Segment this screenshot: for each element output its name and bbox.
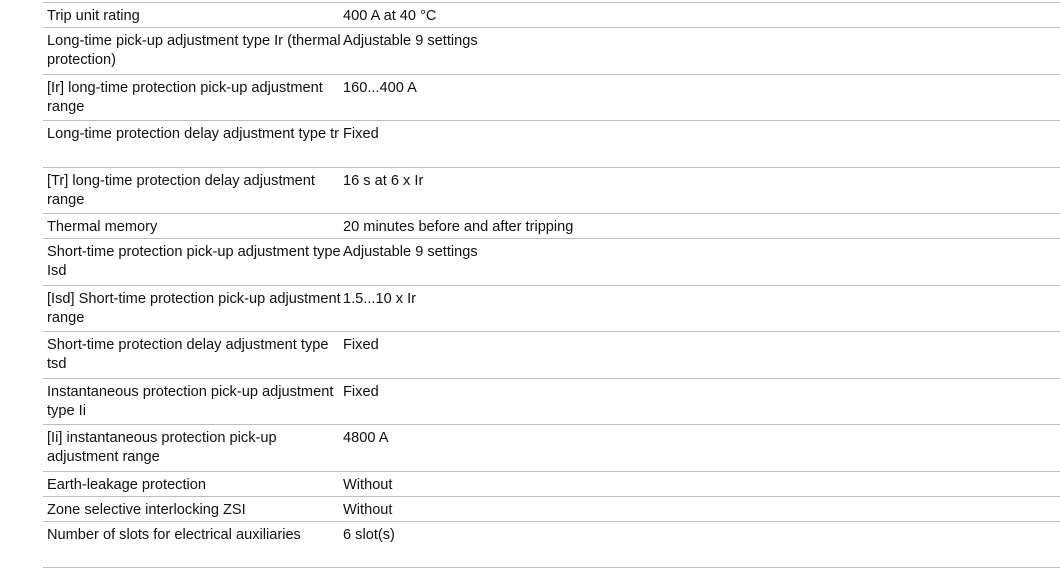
table-row (43, 522, 1060, 569)
row-label: Trip unit rating (47, 8, 140, 24)
spec-table (43, 2, 1060, 568)
row-label: Long-time protection delay adjustment type tr (47, 126, 340, 142)
table-row (43, 214, 1060, 239)
row-label: Thermal memory (47, 219, 158, 235)
row-label: [Tr] long-time protection delay adjustment range (47, 172, 315, 208)
row-value: Adjustable 9 settings (343, 33, 478, 49)
row-label: Number of slots for electrical auxiliaries (47, 526, 301, 543)
row-label: [Ii] instantaneous protection pick-up adjustment range (47, 430, 277, 465)
row-value: 400 A at 40 °C (343, 8, 437, 24)
table-row (43, 168, 1060, 215)
row-value: Adjustable 9 settings (343, 244, 478, 260)
table-row (43, 28, 1060, 75)
row-value: Fixed (343, 337, 379, 353)
row-label: Instantaneous protection pick-up adjustment type Ii (47, 383, 334, 419)
row-label: Earth-leakage protection (47, 476, 207, 493)
row-label: Short-time protection delay adjustment type tsd (47, 337, 329, 372)
row-value: Without (343, 476, 393, 493)
row-value: Fixed (343, 383, 379, 400)
table-row (43, 425, 1060, 472)
row-value: Without (343, 501, 393, 518)
row-label: Zone selective interlocking ZSI (47, 501, 246, 518)
table-row (43, 332, 1060, 379)
table-row (43, 121, 1060, 168)
row-value: 160...400 A (343, 79, 417, 96)
table-row (43, 75, 1060, 122)
row-value: 1.5...10 x Ir (343, 290, 417, 307)
table-row (43, 3, 1060, 28)
row-value: Fixed (343, 126, 379, 142)
table-row (43, 379, 1060, 426)
row-label: [Ir] long-time protection pick-up adjustment range (47, 79, 323, 115)
row-value: 20 minutes before and after tripping (343, 219, 574, 235)
row-value: 16 s at 6 x Ir (343, 172, 424, 189)
row-label: Short-time protection pick-up adjustment type Isd (47, 244, 341, 279)
table-row (43, 497, 1060, 522)
row-label: [Isd] Short-time protection pick-up adjustment range (47, 290, 341, 326)
row-value: 4800 A (343, 430, 389, 446)
table-row (43, 239, 1060, 286)
table-row (43, 286, 1060, 333)
row-value: 6 slot(s) (343, 526, 395, 543)
row-label: Long-time pick-up adjustment type Ir (thermal protection) (47, 33, 341, 68)
table-row (43, 472, 1060, 497)
